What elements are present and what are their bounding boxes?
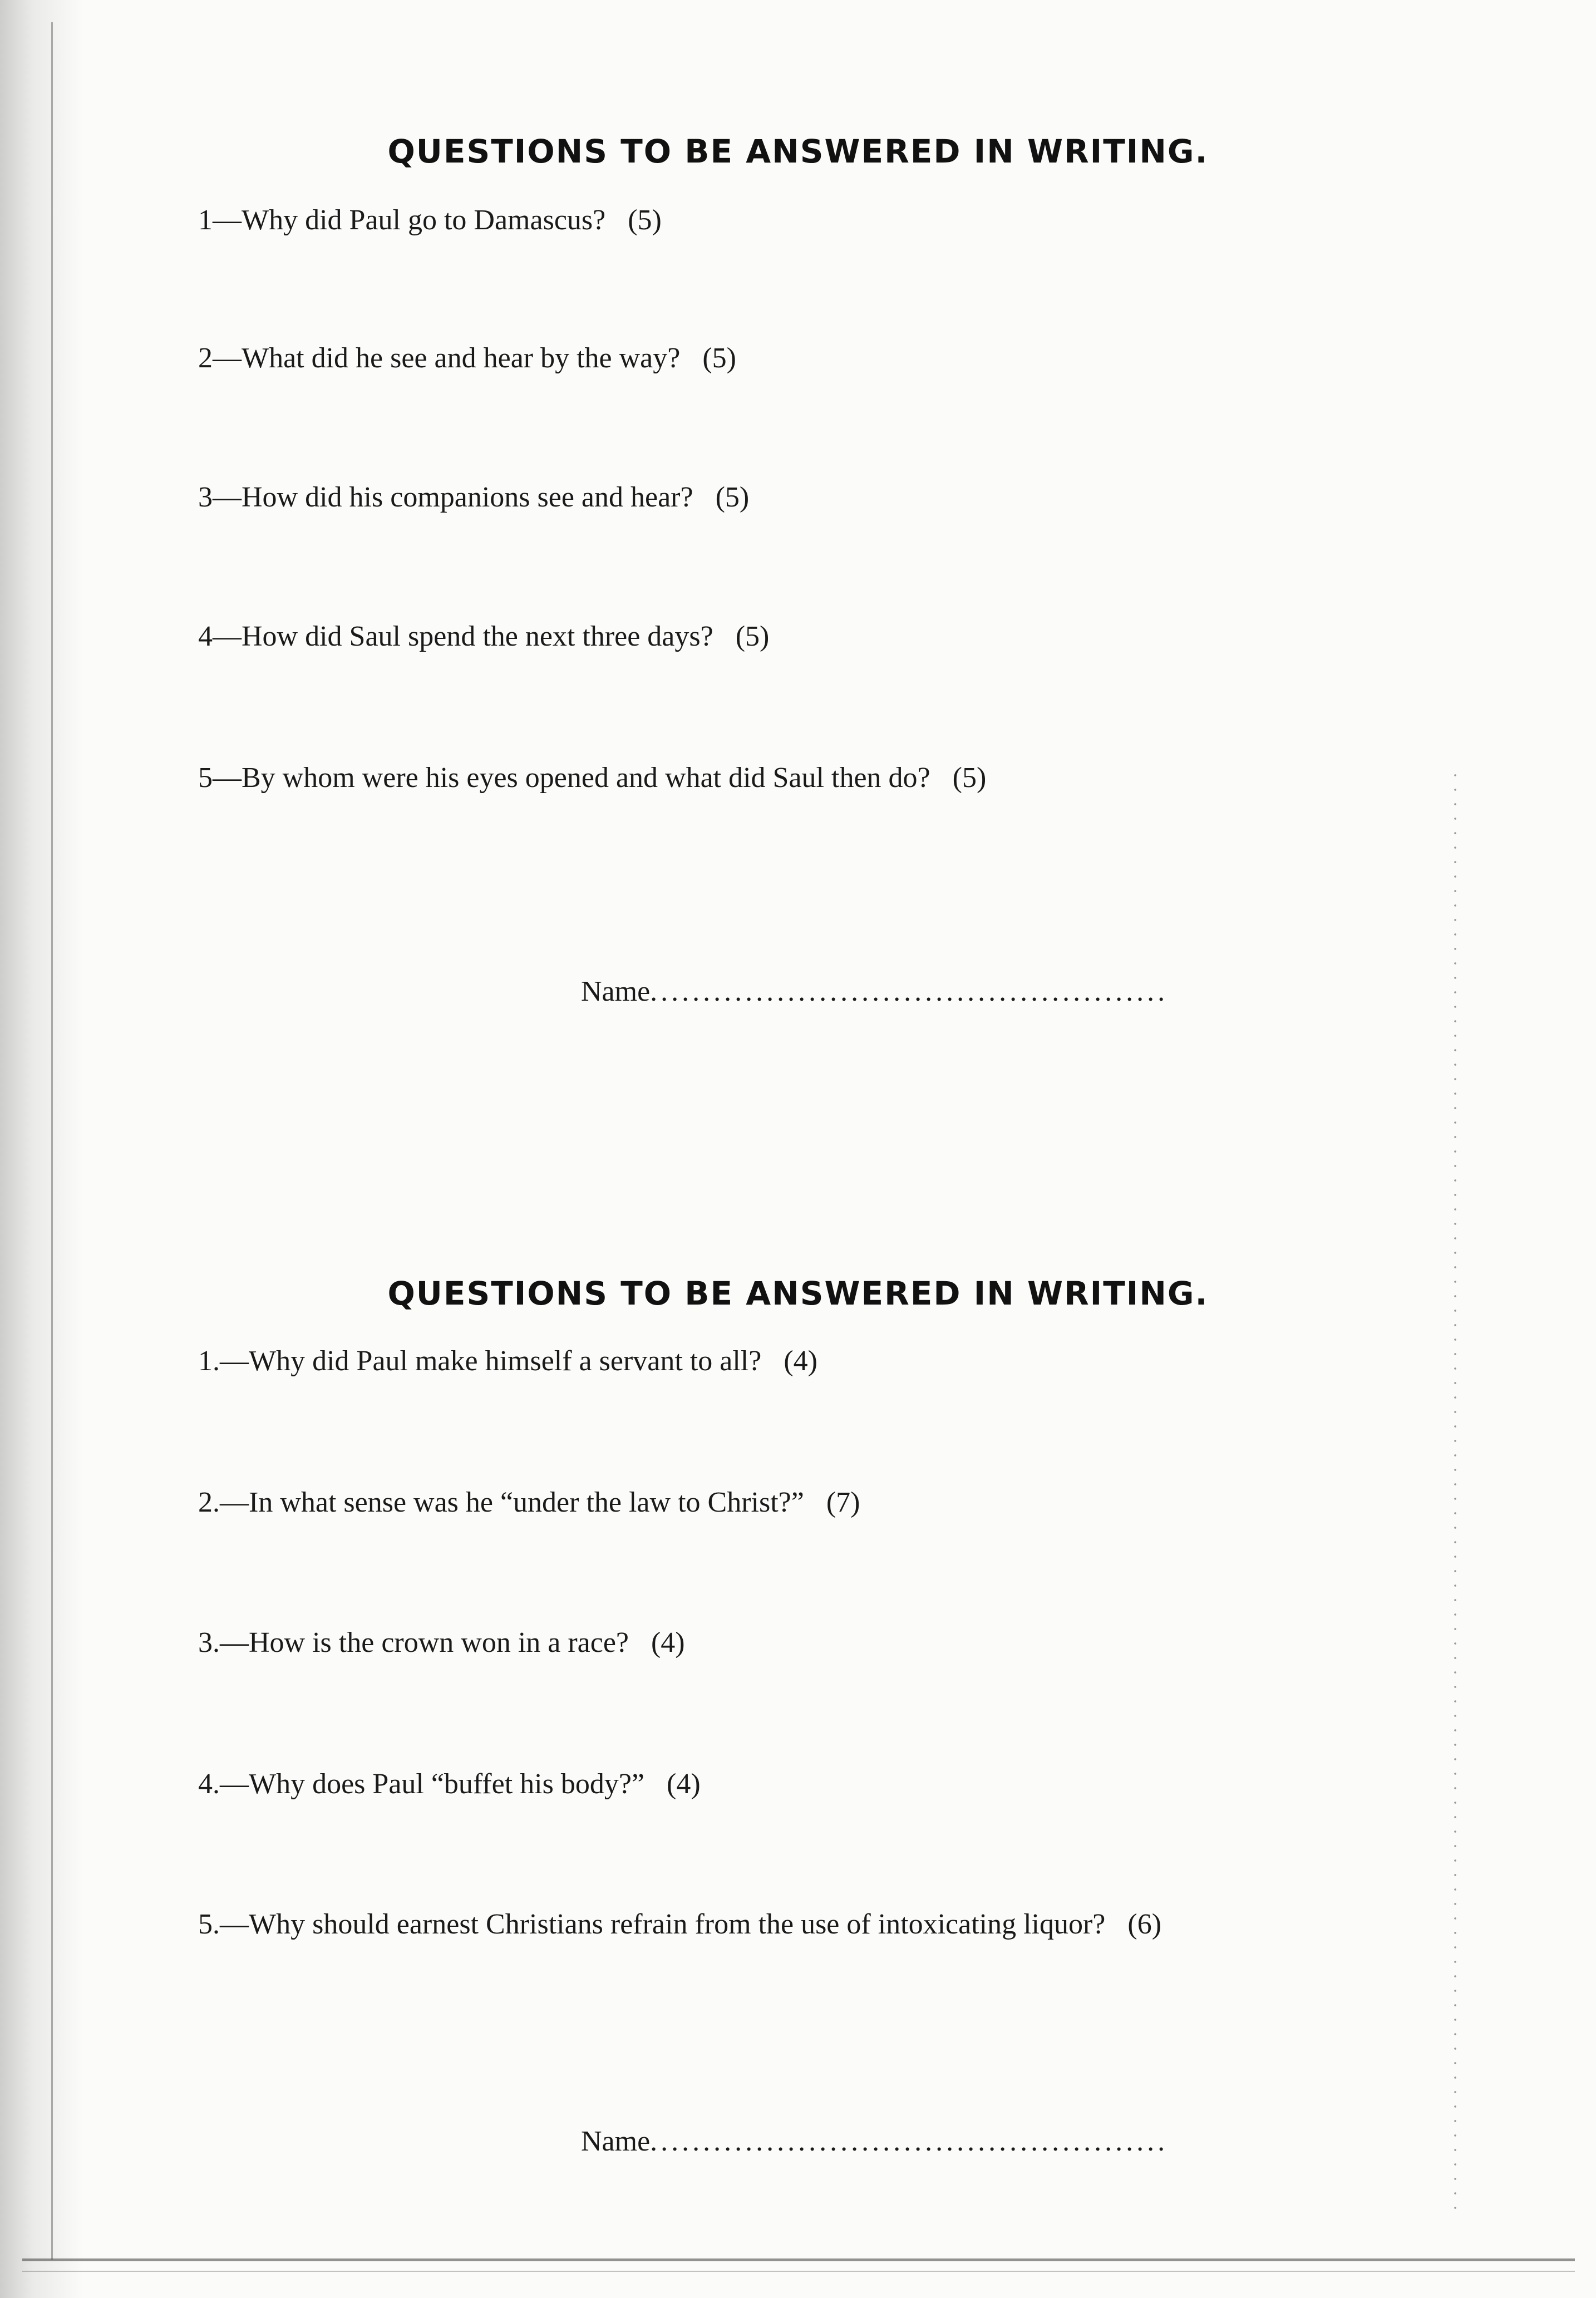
question-text: In what sense was he “under the law to Christ?” bbox=[249, 1487, 804, 1518]
name-field[interactable] bbox=[581, 2125, 1168, 2158]
question-marks: (4) bbox=[784, 1345, 817, 1377]
question-item bbox=[198, 1345, 817, 1377]
question-marks: (5) bbox=[702, 342, 736, 374]
question-marks: (5) bbox=[735, 621, 770, 652]
scan-bottom-rule bbox=[22, 2258, 1575, 2261]
question-text: Why does Paul “buffet his body?” bbox=[249, 1768, 644, 1800]
question-text: Why should earnest Christians refrain from the use of intoxicating liquor? bbox=[249, 1908, 1106, 1940]
name-label: Name bbox=[581, 2125, 651, 2157]
name-field[interactable] bbox=[581, 975, 1168, 1008]
question-item bbox=[198, 204, 662, 237]
question-item bbox=[198, 761, 986, 794]
question-item bbox=[198, 620, 769, 653]
question-item bbox=[198, 1626, 685, 1659]
question-number: 3— bbox=[198, 481, 242, 513]
question-text: By whom were his eyes opened and what did Saul then do? bbox=[242, 762, 930, 794]
section-heading: QUESTIONS TO BE ANSWERED IN WRITING. bbox=[387, 1275, 1209, 1312]
scan-left-rule bbox=[51, 22, 53, 2260]
name-label: Name bbox=[581, 976, 651, 1007]
question-marks: (6) bbox=[1127, 1908, 1162, 1940]
question-item bbox=[198, 1908, 1161, 1941]
scan-left-edge-shadow bbox=[0, 0, 83, 2298]
question-marks: (7) bbox=[826, 1487, 860, 1518]
question-marks: (5) bbox=[715, 481, 750, 513]
scan-bottom-rule-thin bbox=[22, 2271, 1575, 2272]
question-text: Why did Paul make himself a servant to all? bbox=[249, 1345, 762, 1377]
question-number: 2.— bbox=[198, 1487, 249, 1518]
question-number: 5.— bbox=[198, 1908, 249, 1940]
question-number: 1.— bbox=[198, 1345, 249, 1377]
question-text: How did his companions see and hear? bbox=[242, 481, 693, 513]
question-marks: (5) bbox=[628, 204, 662, 236]
question-text: How is the crown won in a race? bbox=[249, 1627, 629, 1659]
name-dotted-line: ................................................. bbox=[650, 976, 1169, 1007]
question-item bbox=[198, 342, 736, 375]
question-number: 5— bbox=[198, 762, 242, 794]
question-number: 2— bbox=[198, 342, 242, 374]
name-dotted-line: ................................................. bbox=[650, 2125, 1169, 2157]
question-item bbox=[198, 1486, 860, 1519]
question-number: 4.— bbox=[198, 1768, 249, 1800]
question-marks: (4) bbox=[651, 1627, 685, 1659]
question-text: What did he see and hear by the way? bbox=[242, 342, 681, 374]
question-number: 4— bbox=[198, 621, 242, 652]
section-heading: QUESTIONS TO BE ANSWERED IN WRITING. bbox=[387, 132, 1209, 170]
question-number: 3.— bbox=[198, 1627, 249, 1659]
question-text: Why did Paul go to Damascus? bbox=[242, 204, 606, 236]
question-text: How did Saul spend the next three days? bbox=[242, 621, 713, 652]
question-marks: (4) bbox=[667, 1768, 701, 1800]
question-marks: (5) bbox=[952, 762, 987, 794]
question-item bbox=[198, 481, 749, 514]
question-item bbox=[198, 1768, 701, 1800]
scan-right-dotted-edge bbox=[1454, 768, 1457, 2215]
question-number: 1— bbox=[198, 204, 242, 236]
